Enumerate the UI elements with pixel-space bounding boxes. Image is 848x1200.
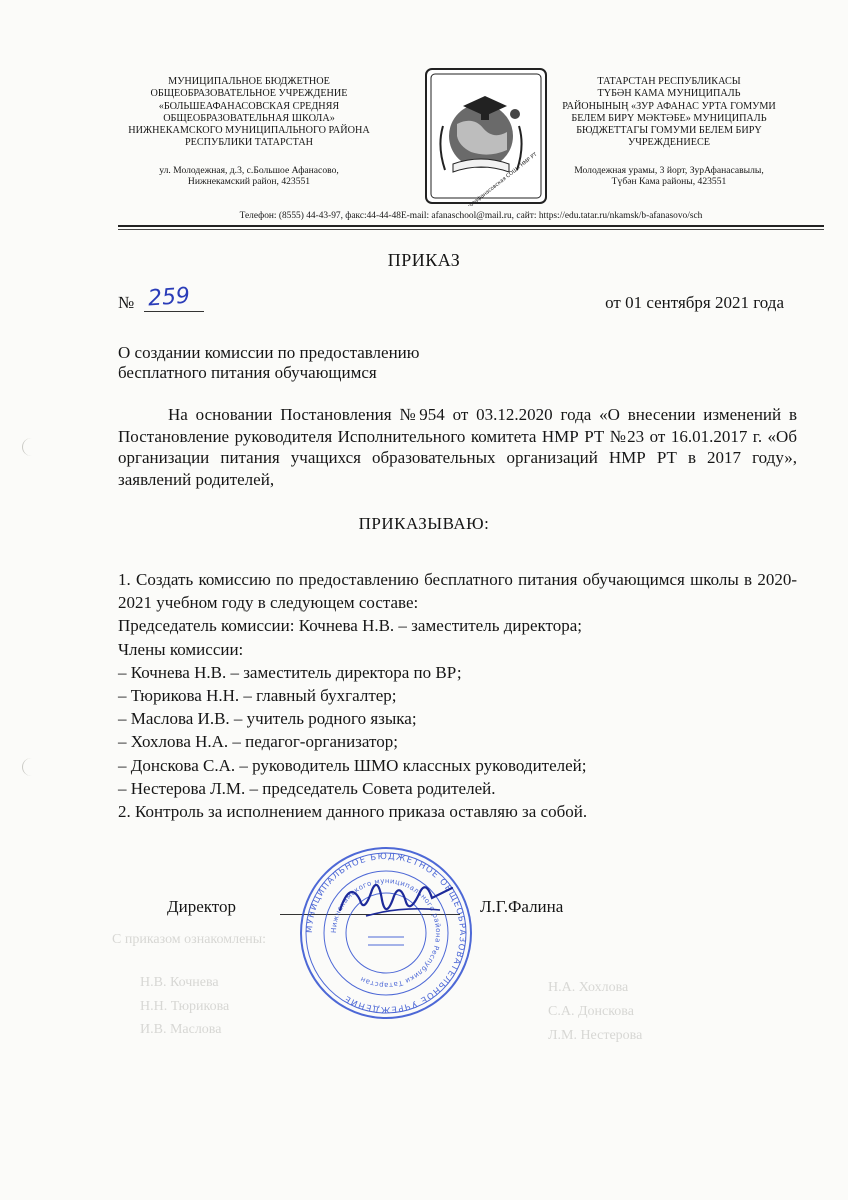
member-item: – Хохлова Н.А. – педагог-организатор; bbox=[118, 732, 398, 752]
header-line: УЧРЕЖДЕНИЕСЕ bbox=[628, 137, 710, 149]
order-number-row bbox=[118, 283, 784, 317]
header-line: ОБЩЕОБРАЗОВАТЕЛЬНАЯ ШКОЛА» bbox=[163, 112, 335, 124]
order-item-1: 1. Создать комиссию по предоставлению бесплатного питания обучающимся школы в 2020-2021 учебном году в следующем составе: bbox=[118, 570, 797, 613]
order-word: ПРИКАЗЫВАЮ: bbox=[358, 514, 490, 533]
header-line: РАЙОНЫНЫҢ «ЗУР АФАНАС УРТА ГОМУМИ bbox=[562, 100, 776, 112]
member-item: – Кочнева Н.В. – заместитель директора по ВР; bbox=[118, 662, 462, 682]
header-line: РЕСПУБЛИКИ ТАТАРСТАН bbox=[184, 137, 314, 149]
stamp-outer-text: МУНИЦИПАЛЬНОЕ БЮДЖЕТНОЕ ОБЩЕОБРАЗОВАТЕЛЬНОЕ УЧРЕЖДЕНИЕ bbox=[304, 851, 468, 1015]
director-name: Л.Г.Фалина bbox=[480, 897, 564, 916]
member-item: – Нестерова Л.М. – председатель Совета родителей. bbox=[118, 778, 496, 798]
handwritten-number: 259 bbox=[147, 283, 191, 312]
address-line: Молодежная урамы, 3 йорт, ЗурАфанасавылы, bbox=[574, 164, 764, 176]
header-line: НИЖНЕКАМСКОГО МУНИЦИПАЛЬНОГО РАЙОНА bbox=[128, 125, 370, 137]
document-title: ПРИКАЗ bbox=[387, 250, 461, 270]
member-item: – Маслова И.В. – учитель родного языка; bbox=[118, 709, 417, 729]
address-line: Нижнекамский район, 423551 bbox=[187, 176, 311, 188]
address-line: ул. Молодежная, д.3, с.Большое Афанасово, bbox=[159, 164, 339, 176]
ghost-ack-name: Л.М. Нестерова bbox=[548, 1028, 643, 1043]
header-line: ТҮБӘН КАМА МУНИЦИПАЛЬ bbox=[597, 88, 741, 100]
header-line: «БОЛЬШЕАФАНАСОВСКАЯ СРЕДНЯЯ bbox=[158, 100, 340, 112]
ghost-ack-name: Н.В. Кочнева bbox=[140, 975, 219, 990]
header-divider bbox=[118, 225, 824, 227]
ghost-ack-name: Н.А. Хохлова bbox=[548, 980, 629, 995]
ghost-ack-name: С.А. Донскова bbox=[548, 1004, 634, 1019]
order-body bbox=[118, 568, 797, 823]
ghost-ack-name: Н.Н. Тюрикова bbox=[140, 999, 230, 1014]
members-label: Члены комиссии: bbox=[118, 639, 244, 659]
order-item-2: 2. Контроль за исполнением данного приказа оставляю за собой. bbox=[118, 802, 588, 822]
contact-line: Телефон: (8555) 44-43-97, факс:44-44-48E-mail: afanaschool@mail.ru, сайт: https://edu.tatar.ru/nkamsk/b-afanasovo/sch bbox=[239, 211, 703, 221]
stamp-inner-text: Нижнекамского муниципального района Республики Татарстан bbox=[329, 876, 443, 990]
header-tatar bbox=[545, 76, 793, 188]
header-russian bbox=[104, 76, 394, 188]
ghost-ack-name: И.В. Маслова bbox=[140, 1022, 222, 1037]
number-underline bbox=[144, 311, 204, 312]
header-line: МУНИЦИПАЛЬНОЕ БЮДЖЕТНОЕ bbox=[168, 76, 330, 87]
commission-chair: Председатель комиссии: Кочнева Н.В. – заместитель директора; bbox=[118, 616, 583, 636]
director-label: Директор bbox=[167, 897, 236, 916]
director-signature-icon bbox=[330, 870, 460, 930]
order-subject bbox=[118, 343, 419, 383]
address-line: Түбән Кама районы, 423551 bbox=[611, 176, 727, 188]
number-sign: № bbox=[118, 293, 135, 312]
punch-hole-mark bbox=[22, 758, 41, 776]
school-emblem-icon bbox=[423, 66, 549, 206]
order-date: от 01 сентября 2021 года bbox=[605, 293, 784, 312]
subject-line: О создании комиссии по предоставлению bbox=[118, 343, 420, 362]
member-item: – Тюрикова Н.Н. – главный бухгалтер; bbox=[118, 686, 397, 706]
header-line: БЮДЖЕТТАГЫ ГОМУМИ БЕЛЕМ БИРҮ bbox=[576, 125, 762, 137]
header-line: ОБЩЕОБРАЗОВАТЕЛЬНОЕ УЧРЕЖДЕНИЕ bbox=[150, 88, 348, 100]
header-divider-thin bbox=[118, 229, 824, 230]
preamble-paragraph: На основании Постановления №954 от 03.12.2020 года «О внесении изменений в Постановление руководителя Исполнительного комитета НМР РТ №23 от 16.01.2017 г. «Об организации питания учащихся образовательных организаций НМР РТ в 2017 году», заявлений родителей, bbox=[118, 405, 797, 489]
member-item: – Донскова С.А. – руководитель ШМО классных руководителей; bbox=[118, 755, 587, 775]
header-line: ТАТАРСТАН РЕСПУБЛИКАСЫ bbox=[597, 76, 741, 87]
header-line: БЕЛЕМ БИРҮ МӘКТӘБЕ» МУНИЦИПАЛЬ bbox=[571, 112, 767, 124]
subject-line: бесплатного питания обучающимся bbox=[118, 363, 377, 382]
address-russian bbox=[104, 165, 394, 188]
ghost-ack-title: С приказом ознакомлены: bbox=[112, 932, 267, 947]
punch-hole-mark bbox=[22, 438, 41, 456]
address-tatar bbox=[545, 165, 793, 188]
